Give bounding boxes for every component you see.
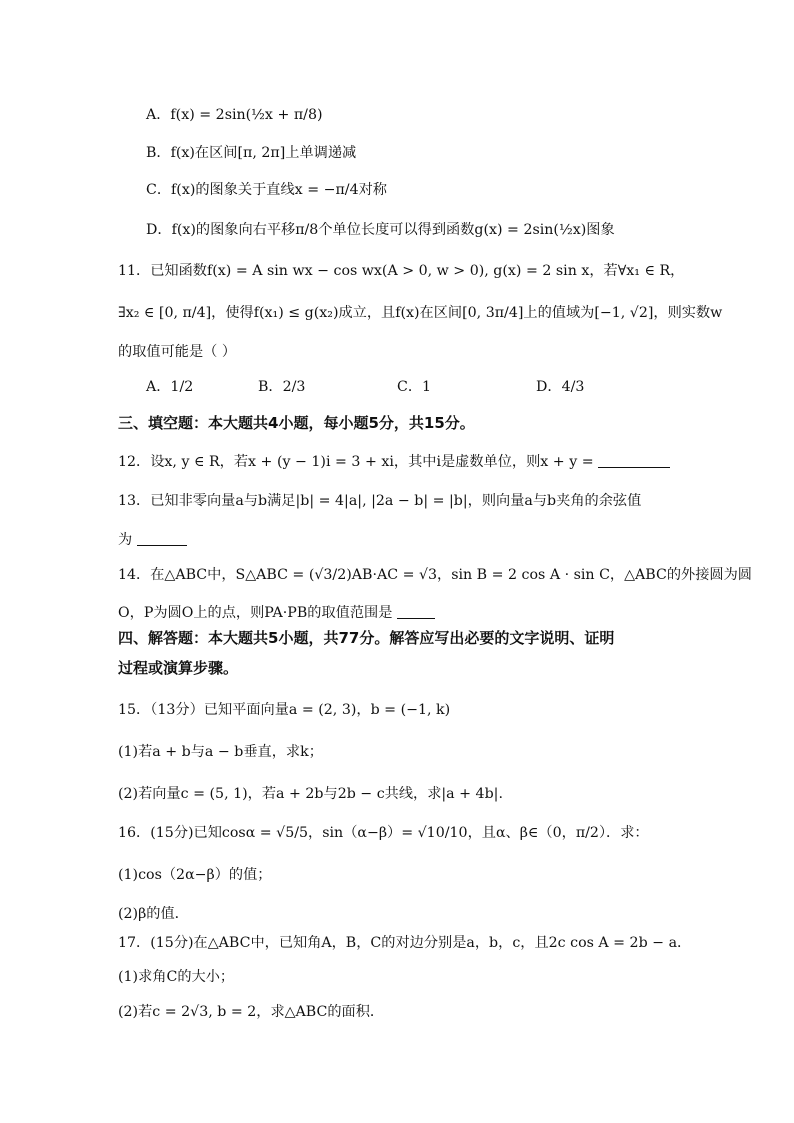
q14-line2: [118, 604, 435, 622]
q10-option-a: A．f(x) = 2sin(½x + π/8): [146, 107, 323, 123]
q13-line2: [118, 531, 187, 549]
q15-stem: 15．（13分）已知平面向量a = (2, 3)，b = (−1, k): [118, 702, 451, 718]
q17-part2: (2)若c = 2√3, b = 2，求△ABC的面积．: [118, 1004, 385, 1020]
answer-blank: [598, 453, 670, 468]
q11-line2: ∃x₂ ∈ [0, π/4]，使得f(x₁) ≤ g(x₂)成立，且f(x)在区间[0, 3π/4]上的值域为[−1, √2]，则实数w: [118, 305, 723, 321]
q11-option-c: C．1: [397, 379, 432, 395]
q16-stem: 16．(15分)已知cosα = √5/5，sin（α−β）= √10/10，且α、β∈（0，π/2）．求：: [118, 825, 649, 841]
q11-option-b: B．2/3: [258, 379, 306, 395]
q16-part1: (1)cos（2α−β）的值；: [118, 867, 272, 883]
q10-option-d: D．f(x)的图象向右平移π/8个单位长度可以得到函数g(x) = 2sin(½x)图象: [146, 222, 615, 238]
q17-stem: 17．(15分)在△ABC中，已知角A，B，C的对边分别是a，b，c，且2c cos A = 2b − a．: [118, 935, 692, 951]
section3-title: 三、填空题：本大题共4小题，每小题5分，共15分。: [118, 414, 475, 432]
answer-blank: [137, 531, 187, 546]
q14-line2-text: O，P为圆O上的点，则PA·PB的取值范围是: [118, 605, 393, 621]
q15-part1: (1)若a + b与a − b垂直，求k；: [118, 744, 323, 760]
answer-blank: [397, 604, 435, 619]
q10-option-b: B．f(x)在区间[π, 2π]上单调递减: [146, 145, 357, 161]
q11-line3: 的取值可能是（ ）: [118, 344, 237, 360]
q16-part2: (2)β的值．: [118, 906, 189, 922]
q11-option-d: D．4/3: [536, 379, 585, 395]
q15-part2: (2)若向量c = (5, 1)，若a + 2b与2b − c共线，求|a + 4b|.: [118, 786, 503, 802]
section4-title-line2: 过程或演算步骤。: [118, 659, 239, 677]
q11-line1: 11．已知函数f(x) = A sin wx − cos wx(A > 0, w > 0), g(x) = 2 sin x，若∀x₁ ∈ R，: [118, 263, 685, 279]
q10-option-c: C．f(x)的图象关于直线x = −π/4对称: [146, 182, 387, 198]
q13-line2-text: 为: [118, 532, 133, 548]
q14-line1: 14．在△ABC中，S△ABC = (√3/2)AB·AC = √3，sin B = 2 cos A · sin C，△ABC的外接圆为圆: [118, 567, 752, 583]
q11-option-a: A．1/2: [146, 379, 194, 395]
q17-part1: (1)求角C的大小；: [118, 969, 235, 985]
section4-title-line1: 四、解答题：本大题共5小题，共77分。解答应写出必要的文字说明、证明: [118, 629, 615, 647]
q13-line1: 13．已知非零向量a与b满足|b| = 4|a|, |2a − b| = |b|，则向量a与b夹角的余弦值: [118, 493, 642, 509]
q12: [118, 453, 670, 471]
q12-text: 12．设x, y ∈ R，若x + (y − 1)i = 3 + xi，其中i是虚数单位，则x + y =: [118, 454, 594, 470]
